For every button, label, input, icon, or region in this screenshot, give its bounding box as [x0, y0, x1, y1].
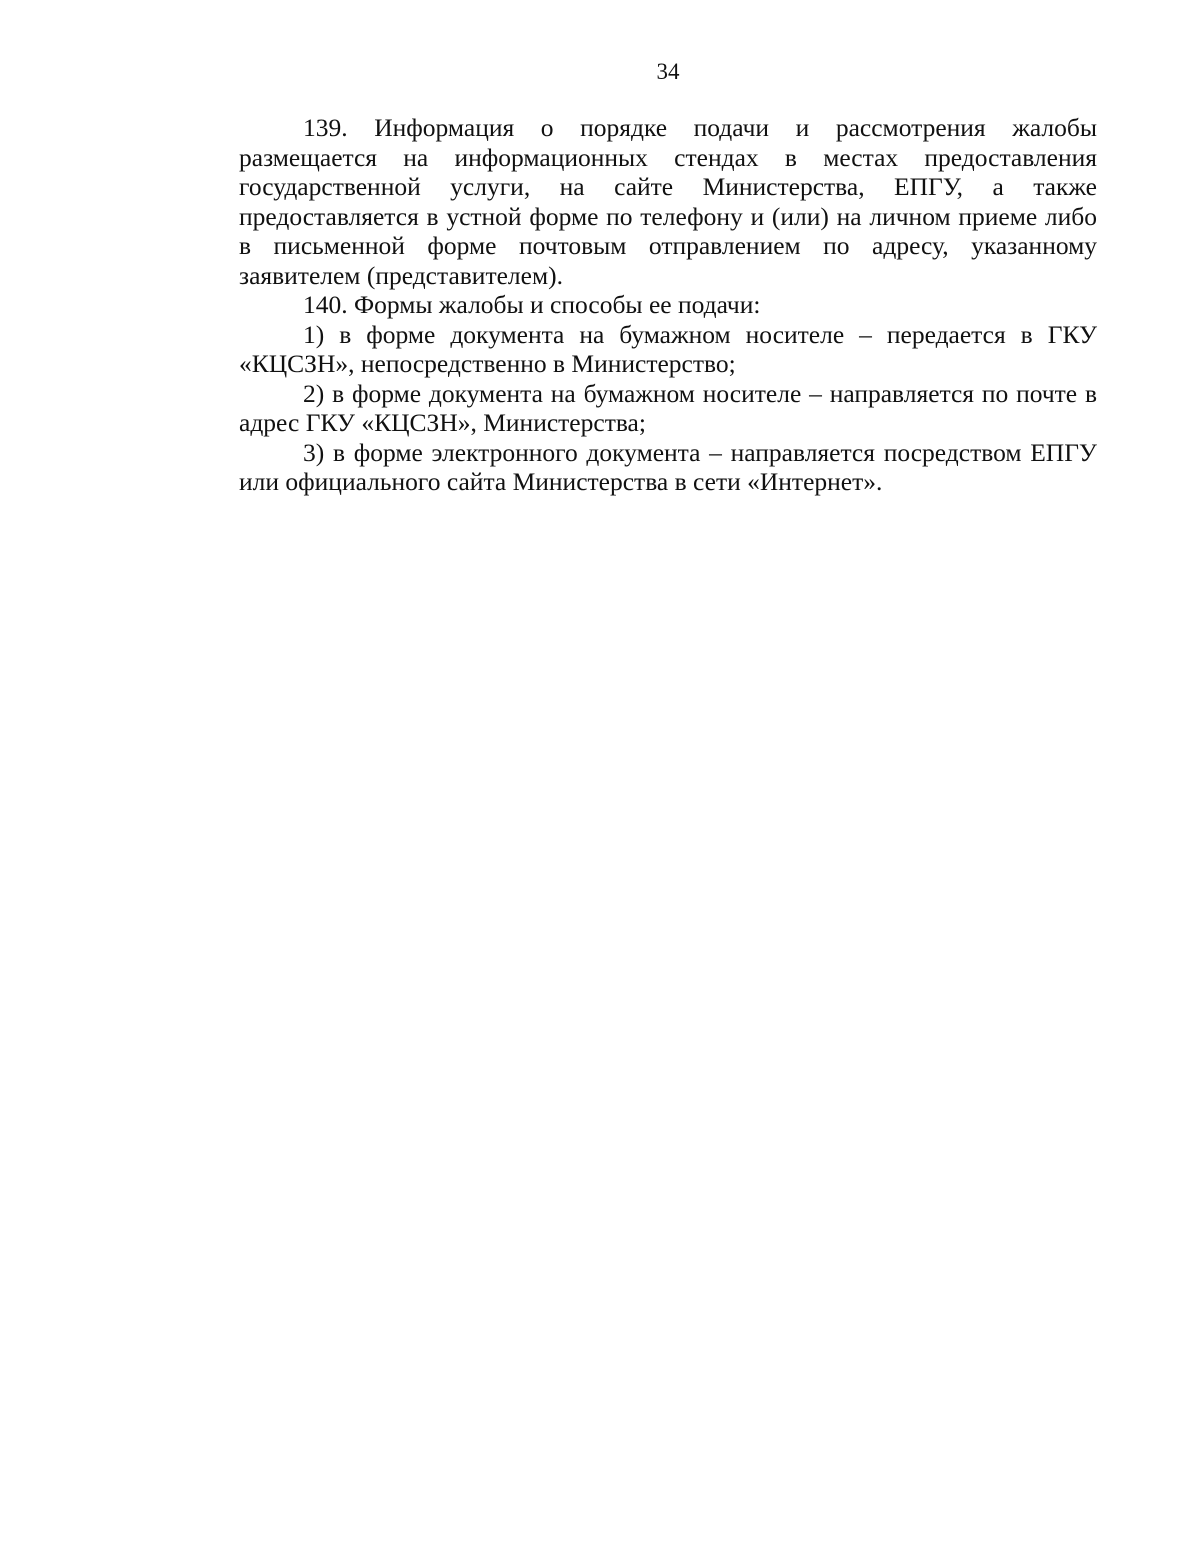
paragraph-140: 140. Формы жалобы и способы ее подачи: — [303, 290, 761, 319]
page-number: 34 — [656, 59, 680, 84]
list-item-1: 1) в форме документа на бумажном носителе – передается в ГКУ «КЦСЗН», непосредственно в Министерство; — [239, 319, 1097, 378]
paragraph-139: 139. Информация о порядке подачи и рассмотрения жалобы размещается на информационных стендах в местах предоставления государственной услуги, на сайте Министерства, ЕПГУ, а также предоставляется в устной форме по телефону и (или) на личном приеме либо в письменной форме почтовым отправлением по адресу, указанному заявителем (представителем). — [239, 113, 1097, 290]
document-body — [239, 113, 1097, 497]
list-item-2: 2) в форме документа на бумажном носителе – направляется по почте в адрес ГКУ «КЦСЗН», Министерства; — [239, 378, 1097, 437]
list-item-3: 3) в форме электронного документа – направляется посредством ЕПГУ или официального сайта Министерства в сети «Интернет». — [239, 437, 1097, 496]
